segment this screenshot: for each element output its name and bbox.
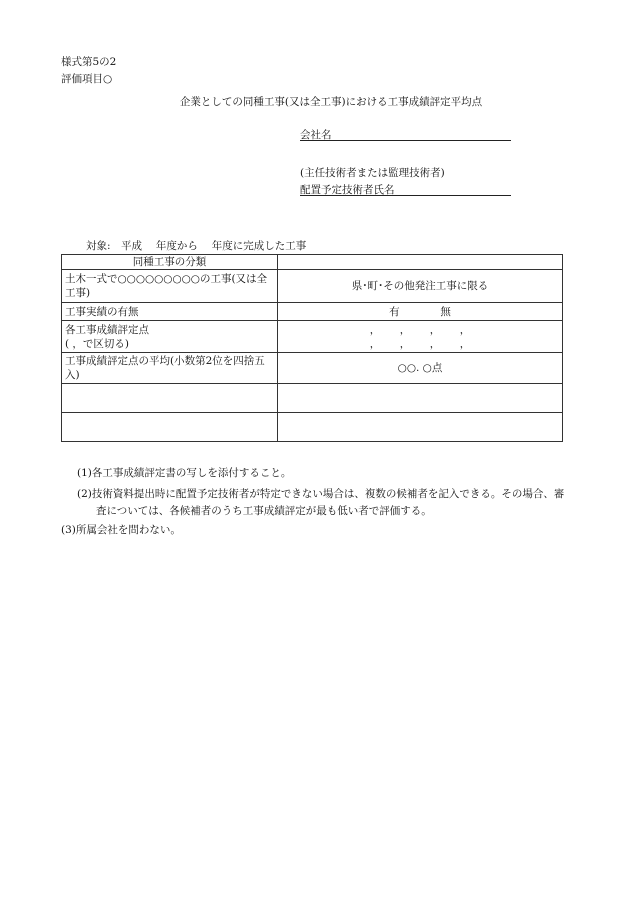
note-1: (1)各工事成績評定書の写しを添付すること。 [77,467,292,479]
work-record-value [278,303,563,321]
table-row [62,270,563,303]
scores-separators-line2: ， ， ， ， [369,337,471,350]
work-category-label: 土木一式で○○○○○○○○○の工事(又は全工事) [62,270,278,303]
table-header-row [62,255,563,270]
eval-item: 評価項目○ [61,73,113,85]
company-name-field [300,127,511,141]
engineer-name-label: 配置予定技術者氏名 [300,184,395,196]
note-2-line1: (2)技術資料提出時に配置予定技術者が特定できない場合は、複数の候補者を記入できる。その場合、審 [77,488,565,500]
option-no: 無 [440,305,451,318]
scores-label [62,321,278,353]
table-row [62,303,563,321]
work-record-label: 工事実績の有無 [62,303,278,321]
target-period: 対象: 平成 年度から 年度に完成した工事 [86,240,307,252]
category-header-empty [278,255,563,270]
performance-table [61,254,563,442]
scores-label-line1: 各工事成績評定点 [65,323,149,336]
table-row-empty [62,384,563,413]
scores-label-line2: ( ，で区切る) [65,337,130,350]
document-title: 企業としての同種工事(又は全工事)における工事成績評定平均点 [179,96,483,108]
company-name-label: 会社名 [300,129,332,141]
table-row-empty [62,413,563,442]
table-row [62,321,563,353]
average-score-value: ○○. ○点 [278,353,563,384]
engineer-note: (主任技術者または監理技術者) [300,167,445,179]
note-2-line2: 査については、各候補者のうち工事成績評定が最も低い者で評価する。 [96,505,432,517]
scores-value [278,321,563,353]
note-3: (3)所属会社を問わない。 [61,524,181,536]
average-score-label: 工事成績評定点の平均(小数第2位を四捨五入) [62,353,278,384]
scores-separators-line1: ， ， ， ， [369,323,471,336]
work-category-value: 県･町･その他発注工事に限る [278,270,563,303]
category-header: 同種工事の分類 [62,255,278,270]
engineer-name-field [300,182,511,196]
table-row [62,353,563,384]
option-yes: 有 [389,305,400,318]
form-number: 様式第5の2 [61,56,117,68]
